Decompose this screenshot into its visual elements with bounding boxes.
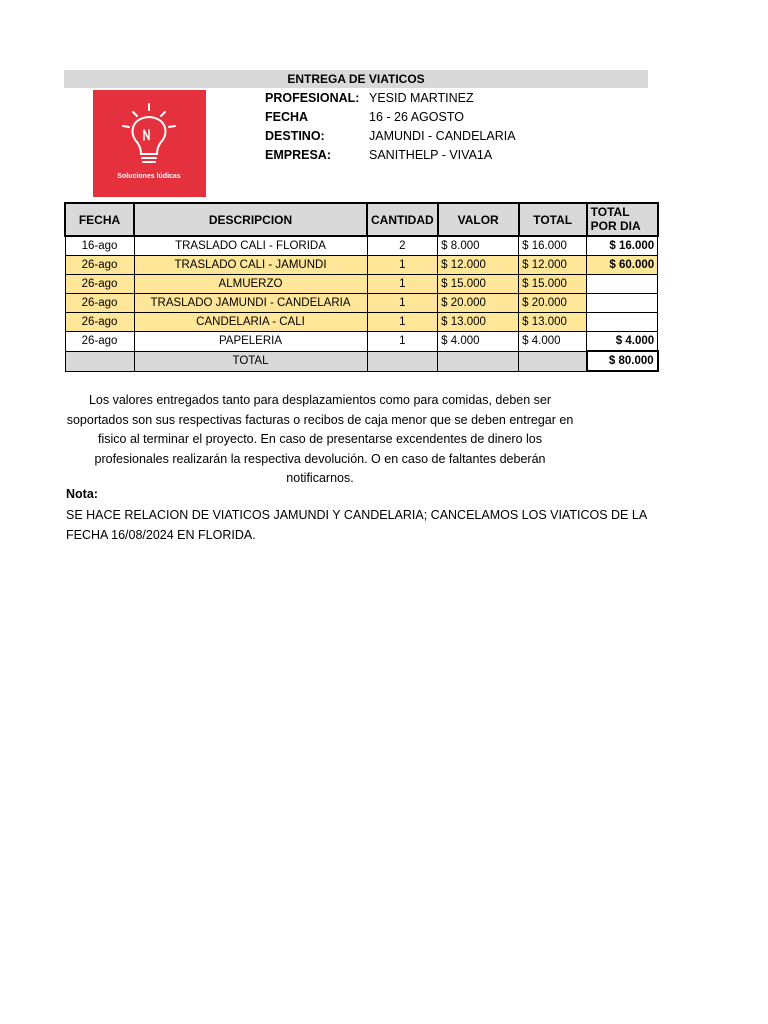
table-row	[65, 313, 658, 332]
cell-descripcion: CANDELARIA - CALI	[134, 313, 367, 332]
cell-fecha: 16-ago	[65, 236, 134, 256]
nota-text: SE HACE RELACION DE VIATICOS JAMUNDI Y CANDELARIA; CANCELAMOS LOS VIATICOS DE LA FECHA 16/08/2024 EN FLORIDA.	[66, 508, 647, 542]
cell-valor: $ 15.000	[438, 275, 519, 294]
cell-total-dia	[587, 294, 658, 313]
table-row	[65, 294, 658, 313]
cell-cantidad: 2	[367, 236, 438, 256]
cell-descripcion: PAPELERIA	[134, 332, 367, 352]
total-label: TOTAL	[134, 351, 367, 371]
cell-total: $ 15.000	[519, 275, 587, 294]
conditions-paragraph: Los valores entregados tanto para desplazamientos como para comidas, deben ser soportados son sus respectivas facturas o recibos de caja menor que se deben entregar en fisico al terminar el proyecto. En caso de presentarse excendentes de dinero los profesionales realizarán la respectiva devolución. O en caso de faltantes deberán notificarnos.	[66, 393, 574, 485]
column-header: FECHA	[65, 203, 134, 236]
info-value: JAMUNDI - CANDELARIA	[369, 129, 516, 143]
cell-empty	[519, 351, 587, 371]
column-header: VALOR	[438, 203, 519, 236]
cell-valor: $ 20.000	[438, 294, 519, 313]
cell-fecha: 26-ago	[65, 275, 134, 294]
cell-empty	[367, 351, 438, 371]
table-total-row	[65, 351, 658, 371]
cell-cantidad: 1	[367, 256, 438, 275]
info-label: FECHA	[265, 110, 309, 124]
nota-label: Nota:	[66, 487, 98, 501]
cell-total: $ 4.000	[519, 332, 587, 352]
column-header: TOTAL	[519, 203, 587, 236]
grand-total-value: $ 80.000	[587, 351, 658, 371]
cell-fecha: 26-ago	[65, 332, 134, 352]
company-logo	[93, 90, 206, 197]
cell-total-dia: $ 4.000	[587, 332, 658, 352]
column-header: DESCRIPCION	[134, 203, 367, 236]
table-row	[65, 256, 658, 275]
cell-empty	[438, 351, 519, 371]
document-title: ENTREGA DE VIATICOS	[64, 70, 648, 88]
viaticos-table	[64, 202, 659, 372]
column-header: CANTIDAD	[367, 203, 438, 236]
cell-total: $ 20.000	[519, 294, 587, 313]
cell-descripcion: TRASLADO CALI - JAMUNDI	[134, 256, 367, 275]
cell-empty	[65, 351, 134, 371]
cell-cantidad: 1	[367, 332, 438, 352]
info-label: EMPRESA:	[265, 148, 331, 162]
cell-total-dia	[587, 275, 658, 294]
cell-valor: $ 4.000	[438, 332, 519, 352]
table-row	[65, 275, 658, 294]
cell-total-dia: $ 60.000	[587, 256, 658, 275]
cell-total-dia	[587, 313, 658, 332]
table-header-row	[65, 203, 658, 236]
info-label: DESTINO:	[265, 129, 325, 143]
info-value: SANITHELP - VIVA1A	[369, 148, 493, 162]
logo-text: Soluciones lúdicas	[117, 173, 181, 180]
cell-descripcion: TRASLADO JAMUNDI - CANDELARIA	[134, 294, 367, 313]
info-value: YESID MARTINEZ	[369, 91, 474, 105]
cell-fecha: 26-ago	[65, 256, 134, 275]
cell-total: $ 12.000	[519, 256, 587, 275]
cell-descripcion: TRASLADO CALI - FLORIDA	[134, 236, 367, 256]
cell-valor: $ 12.000	[438, 256, 519, 275]
cell-fecha: 26-ago	[65, 313, 134, 332]
cell-total: $ 16.000	[519, 236, 587, 256]
cell-descripcion: ALMUERZO	[134, 275, 367, 294]
info-value: 16 - 26 AGOSTO	[369, 110, 464, 124]
cell-total: $ 13.000	[519, 313, 587, 332]
cell-cantidad: 1	[367, 294, 438, 313]
table-row	[65, 332, 658, 352]
table-row	[65, 236, 658, 256]
cell-cantidad: 1	[367, 275, 438, 294]
info-label: PROFESIONAL:	[265, 91, 360, 105]
column-header: TOTAL POR DIA	[587, 203, 658, 236]
cell-valor: $ 8.000	[438, 236, 519, 256]
lightbulb-icon	[123, 104, 175, 162]
cell-fecha: 26-ago	[65, 294, 134, 313]
cell-valor: $ 13.000	[438, 313, 519, 332]
cell-cantidad: 1	[367, 313, 438, 332]
cell-total-dia: $ 16.000	[587, 236, 658, 256]
